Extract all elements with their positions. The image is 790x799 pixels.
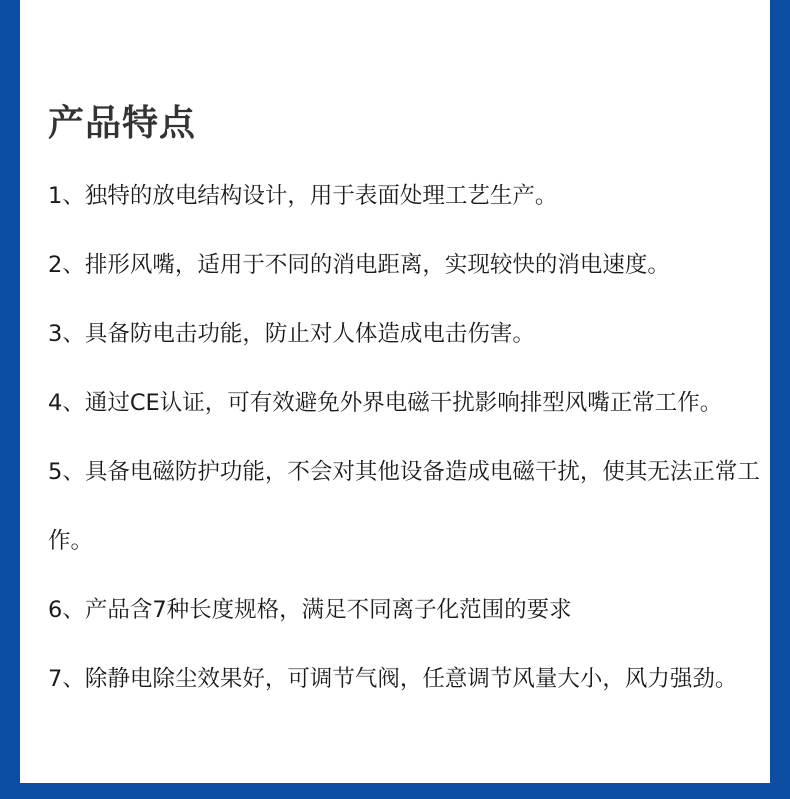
feature-item-6: 6、产品含7种长度规格，满足不同离子化范围的要求: [48, 597, 572, 623]
feature-item-5: 5、具备电磁防护功能，不会对其他设备造成电磁干扰，使其无法正常工作。: [48, 459, 760, 554]
feature-item-7: 7、除静电除尘效果好，可调节气阀，任意调节风量大小，风力强劲。: [48, 666, 738, 692]
section-title: 产品特点: [48, 103, 197, 144]
feature-list: [48, 162, 760, 714]
feature-item-2: 2、排形风嘴，适用于不同的消电距离，实现较快的消电速度。: [48, 252, 670, 278]
feature-item-1: 1、独特的放电结构设计，用于表面处理工艺生产。: [48, 183, 558, 209]
content-panel: [20, 0, 770, 783]
feature-item-4: 4、通过CE认证，可有效避免外界电磁干扰影响排型风嘴正常工作。: [48, 390, 723, 416]
feature-item-3: 3、具备防电击功能，防止对人体造成电击伤害。: [48, 321, 535, 347]
